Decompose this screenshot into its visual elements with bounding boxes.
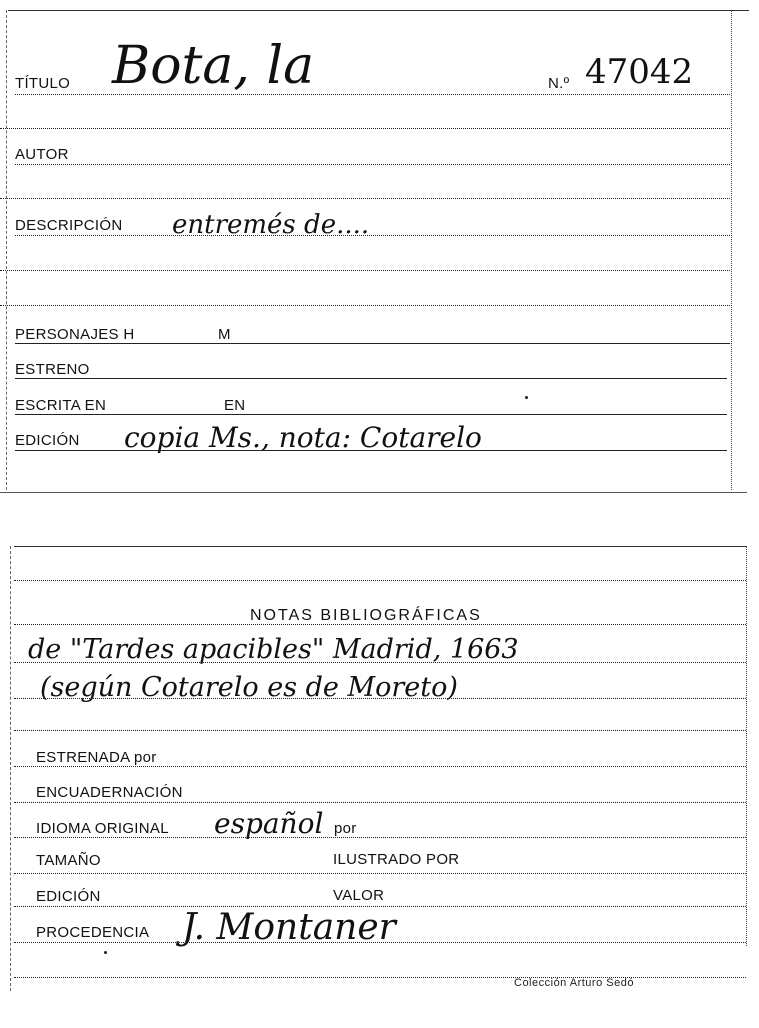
valor-label: VALOR (333, 887, 385, 904)
rule (0, 128, 730, 129)
catalog-card-top (0, 0, 759, 495)
autor-label: AUTOR (15, 146, 69, 163)
rule (0, 270, 730, 271)
personajes-label: PERSONAJES H (15, 326, 135, 343)
estreno-rule (15, 378, 727, 379)
ink-speck (104, 951, 107, 954)
idioma-rule (14, 837, 746, 838)
autor-rule (15, 164, 730, 165)
edicion-value: copia Ms., nota: Cotarelo (124, 421, 482, 454)
titulo-label: TÍTULO (15, 75, 71, 92)
procedencia-label: PROCEDENCIA (36, 924, 150, 941)
card-top-edge (14, 546, 747, 547)
edicion-bottom-label: EDICIÓN (36, 888, 101, 905)
catalog-card-bottom (0, 540, 759, 1000)
rule (14, 730, 746, 731)
descripcion-rule (15, 235, 730, 236)
descripcion-value: entremés de.... (172, 210, 370, 240)
rule (14, 662, 746, 663)
card-bottom-edge (0, 492, 747, 493)
rule (14, 698, 746, 699)
edicion-label: EDICIÓN (15, 432, 80, 449)
edicion-rule (15, 450, 727, 451)
card-top-edge (8, 10, 749, 11)
titulo-rule (15, 94, 730, 95)
procedencia-value: J. Montaner (182, 907, 396, 948)
procedencia-rule (14, 942, 746, 943)
estreno-label: ESTRENO (15, 361, 90, 378)
collection-stamp: Colección Arturo Sedó (514, 977, 634, 989)
rule (0, 198, 730, 199)
card-right-edge (731, 10, 732, 490)
rule (14, 624, 746, 625)
personajes-rule (15, 343, 730, 344)
rule (14, 580, 746, 581)
personajes-m-label: M (218, 326, 231, 343)
ink-speck (525, 396, 528, 399)
escrita-rule (15, 414, 727, 415)
escrita-label: ESCRITA EN (15, 397, 107, 414)
rule (0, 305, 730, 306)
estrenada-rule (14, 766, 746, 767)
tamano-rule (14, 873, 746, 874)
numero-label: N.º (548, 75, 570, 92)
notes-line-2: (según Cotarelo es de Moreto) (40, 672, 458, 703)
idioma-value: español (214, 807, 324, 840)
card-left-edge (6, 10, 7, 490)
card-left-edge (10, 546, 11, 991)
notes-line-1: de "Tardes apacibles" Madrid, 1663 (28, 634, 519, 665)
ilustrado-label: ILUSTRADO POR (333, 851, 460, 868)
numero-value: 47042 (585, 52, 694, 92)
estrenada-label: ESTRENADA por (36, 749, 157, 766)
escrita-en-label: EN (224, 397, 246, 414)
card-right-edge (746, 546, 747, 946)
idioma-label: IDIOMA ORIGINAL (36, 820, 169, 837)
notas-heading: NOTAS BIBLIOGRÁFICAS (250, 607, 482, 624)
encuadernacion-rule (14, 802, 746, 803)
descripcion-label: DESCRIPCIÓN (15, 217, 123, 234)
encuadernacion-label: ENCUADERNACIÓN (36, 784, 183, 801)
rule (14, 977, 746, 978)
titulo-value: Bota, la (112, 36, 315, 96)
tamano-label: TAMAÑO (36, 852, 101, 869)
idioma-por-label: por (334, 820, 357, 837)
